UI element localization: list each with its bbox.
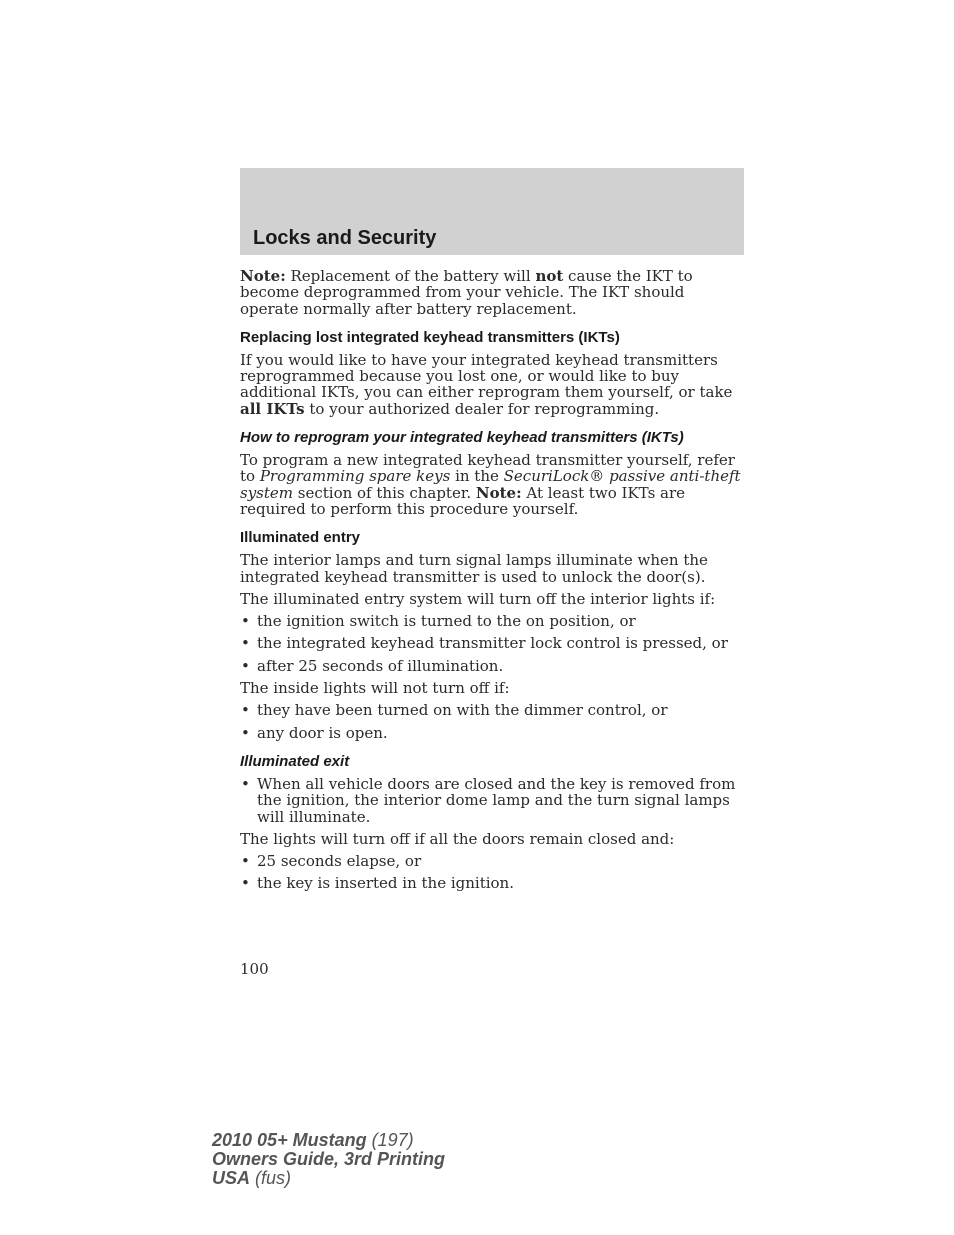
heading-how-to-reprogram: How to reprogram your integrated keyhead transmitters (IKTs) <box>240 429 684 447</box>
page-content <box>240 268 746 898</box>
exit-turn-off-conditions-list <box>240 853 746 892</box>
list-item: • they have been turned on with the dimmer control, or <box>240 702 746 718</box>
page-number: 100 <box>240 960 269 978</box>
lights-stay-on-intro: The inside lights will not turn off if: <box>240 679 510 698</box>
footer-line-market: USA (fus) <box>212 1168 292 1188</box>
replacing-lost-ikts-paragraph: If you would like to have your integrated keyhead transmitters reprogrammed because you lost one, or would like to buy additional IKTs, you can either reprogram them yourself, or take all IKTs to your authorized dealer for reprogramming. <box>240 350 733 418</box>
list-item: • 25 seconds elapse, or <box>240 853 746 869</box>
heading-illuminated-exit: Illuminated exit <box>240 752 350 770</box>
illuminated-exit-turn-off-intro: The lights will turn off if all the doors remain closed and: <box>240 829 675 848</box>
list-item: • the key is inserted in the ignition. <box>240 875 746 891</box>
illuminated-entry-paragraph: The interior lamps and turn signal lamps illuminate when the integrated keyhead transmitter is used to unlock the door(s). <box>240 551 708 586</box>
list-item: • after 25 seconds of illumination. <box>240 658 746 674</box>
list-item: • the integrated keyhead transmitter lock control is pressed, or <box>240 635 746 651</box>
illuminated-exit-list <box>240 776 746 825</box>
reprogram-paragraph: To program a new integrated keyhead transmitter yourself, refer to Programming spare keys in the SecuriLock® passive anti-theft system section of this chapter. Note: At least two IKTs are required to perform this procedure yourself. <box>240 451 741 518</box>
turn-off-conditions-list <box>240 613 746 674</box>
document-footer <box>212 1131 445 1188</box>
stay-on-conditions-list <box>240 702 746 741</box>
section-header-band <box>240 168 744 255</box>
list-item: • any door is open. <box>240 725 746 741</box>
list-item: • the ignition switch is turned to the on position, or <box>240 613 746 629</box>
section-title: Locks and Security <box>253 227 437 249</box>
footer-line-guide: Owners Guide, 3rd Printing <box>212 1149 446 1169</box>
battery-note: Note: Replacement of the battery will not cause the IKT to become deprogrammed from your vehicle. The IKT should operate normally after battery replacement. <box>240 267 693 318</box>
list-item: • When all vehicle doors are closed and the key is removed from the ignition, the interior dome lamp and the turn signal lamps will illuminate. <box>240 776 746 825</box>
illuminated-entry-turn-off-intro: The illuminated entry system will turn off the interior lights if: <box>240 589 716 608</box>
heading-replacing-lost-ikts: Replacing lost integrated keyhead transmitters (IKTs) <box>240 328 620 346</box>
footer-line-model: 2010 05+ Mustang (197) <box>212 1130 414 1150</box>
heading-illuminated-entry: Illuminated entry <box>240 529 361 547</box>
